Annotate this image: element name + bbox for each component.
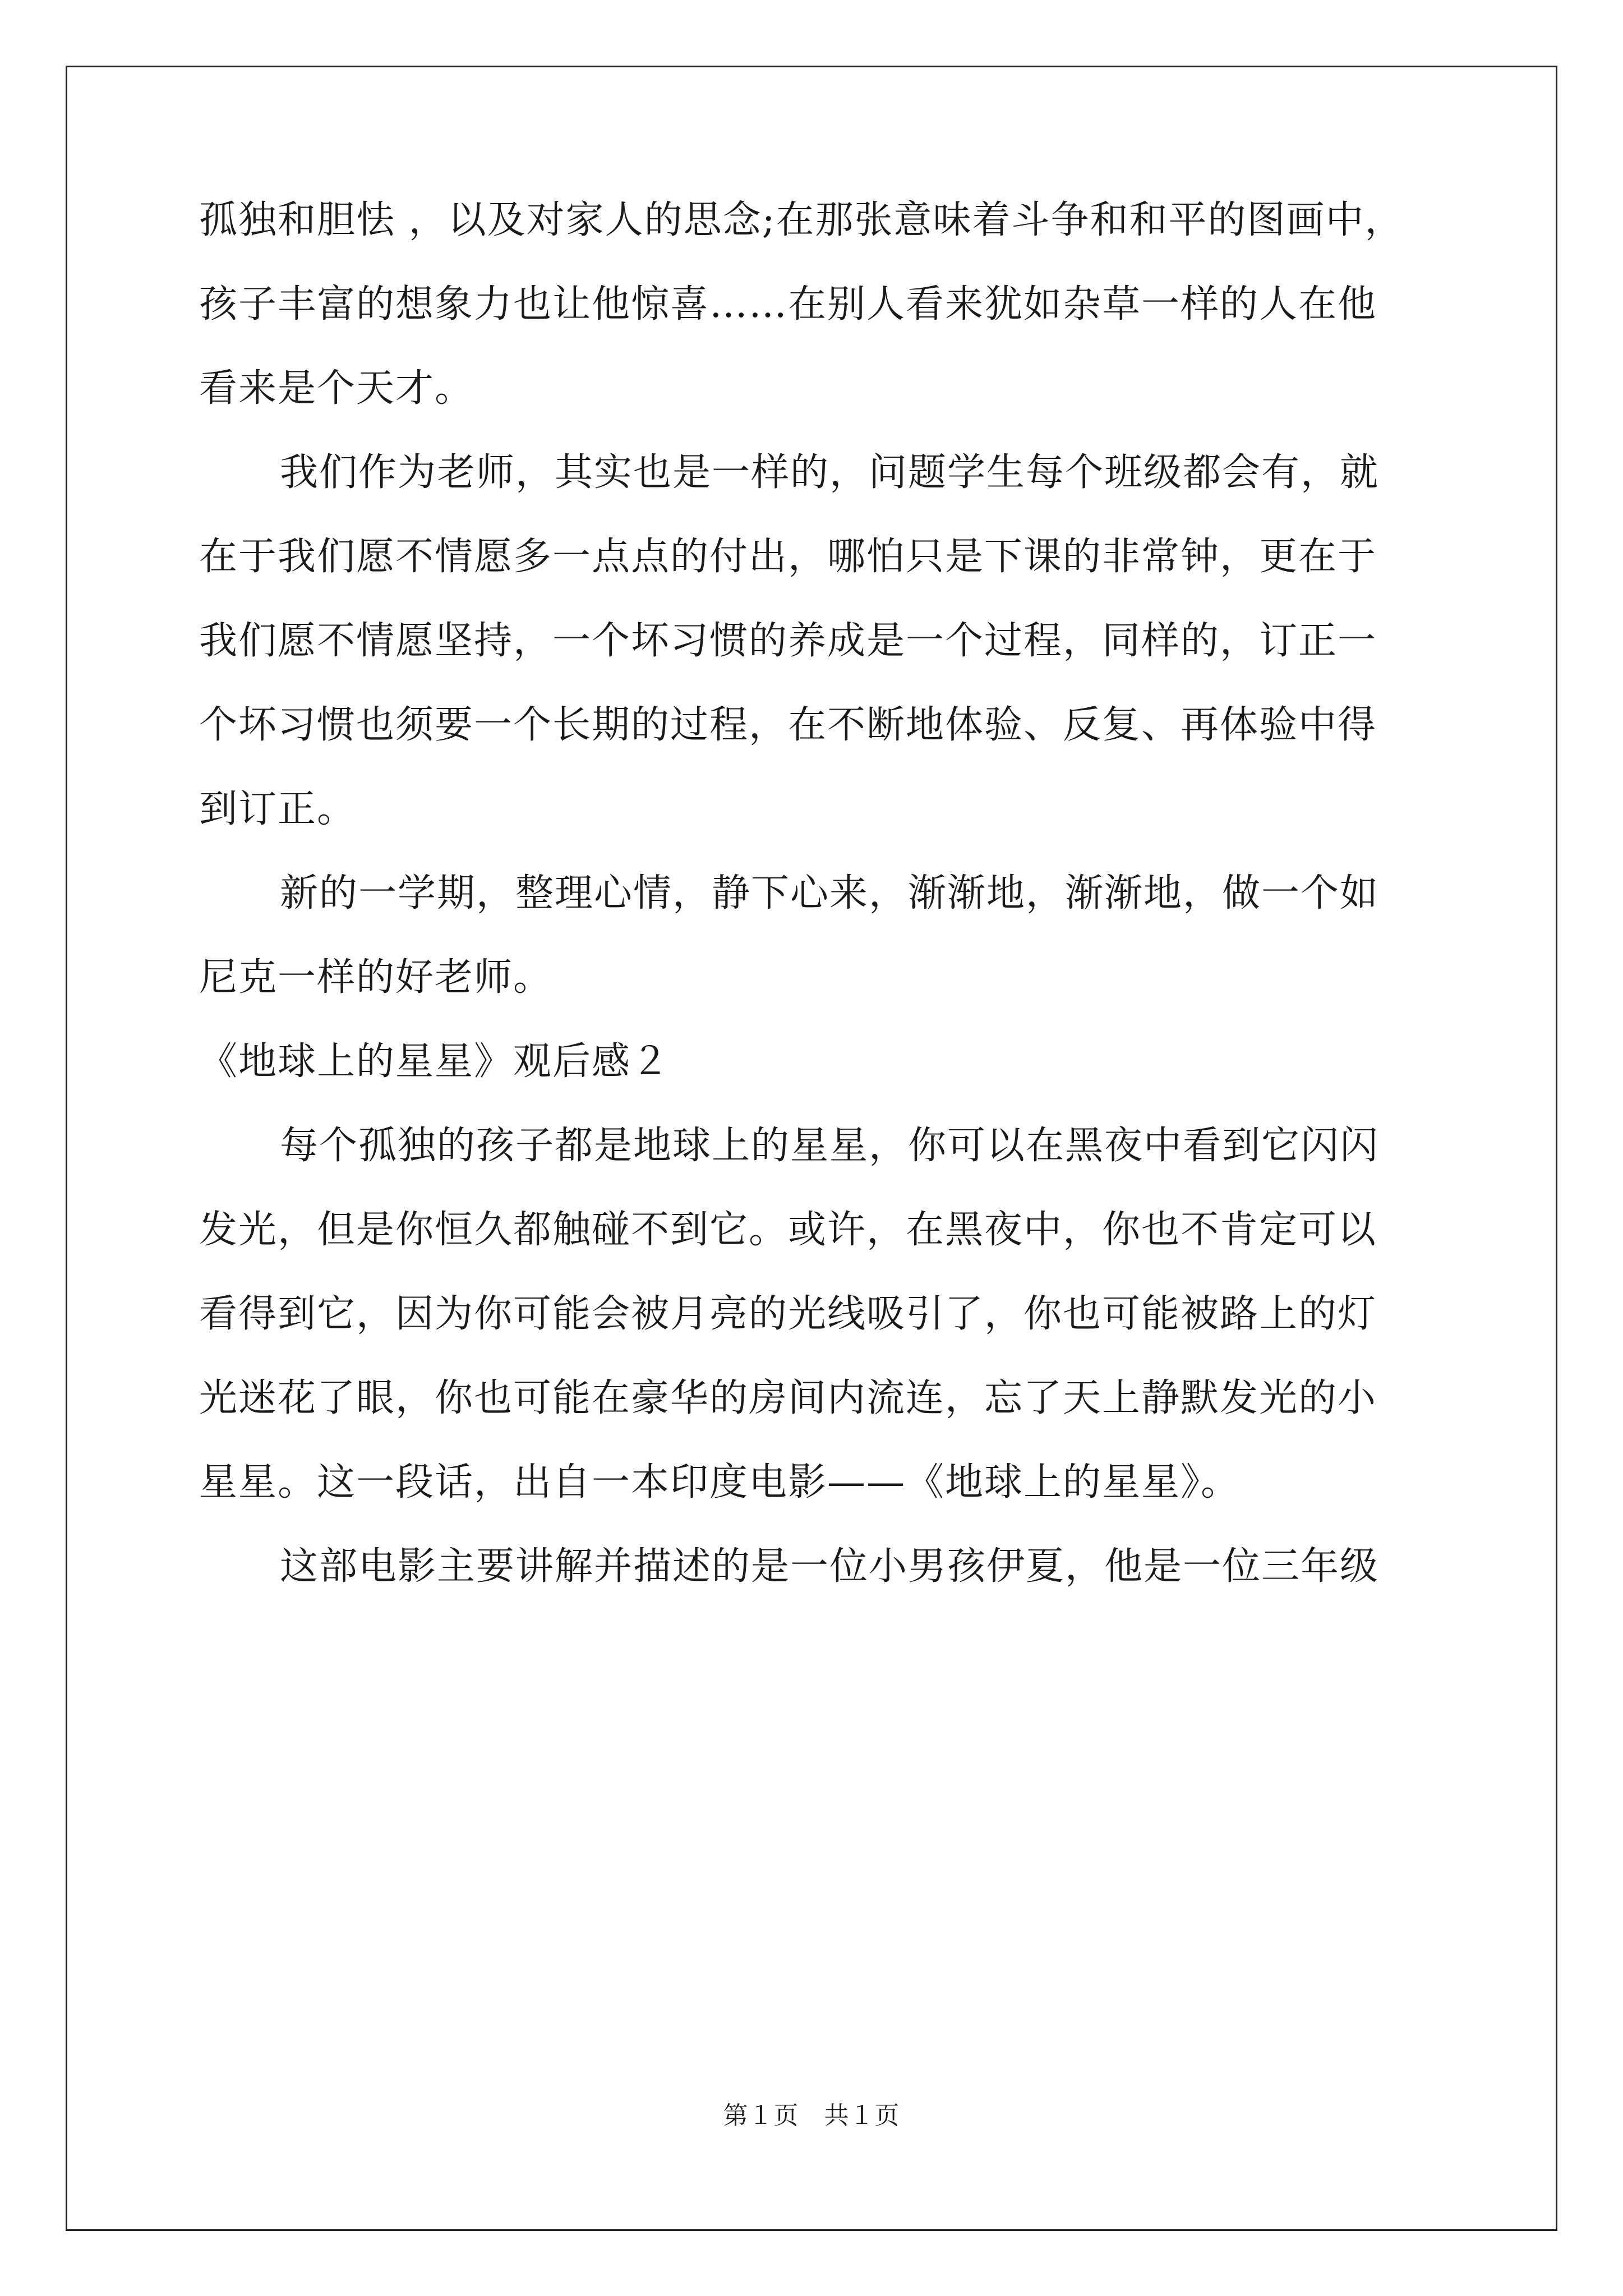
text-line: 在于我们愿不情愿多一点点的付出，哪怕只是下课的非常钟，更在于 xyxy=(199,535,1377,579)
text-line: 发光，但是你恒久都触碰不到它。或许，在黑夜中，你也不肯定可以 xyxy=(199,1208,1377,1252)
text-line: 光迷花了眼，你也可能在豪华的房间内流连，忘了天上静默发光的小 xyxy=(199,1376,1377,1420)
document-body xyxy=(199,178,1433,1609)
text-line: 个坏习惯也须要一个长期的过程，在不断地体验、反复、再体验中得 xyxy=(199,703,1377,747)
paragraph-start-line: 这部电影主要讲解并描述的是一位小男孩伊夏，他是一位三年级 xyxy=(280,1544,1380,1589)
text-line: 星星。这一段话，出自一本印度电影——《地球上的星星》。 xyxy=(199,1460,1241,1504)
text-line: 尼克一样的好老师。 xyxy=(199,955,553,1000)
paragraph-start-line: 我们作为老师，其实也是一样的，问题学生每个班级都会有，就 xyxy=(280,450,1380,495)
text-line: 到订正。 xyxy=(199,787,357,831)
page-footer: 第１页 共１页 xyxy=(723,2101,900,2130)
text-line: 我们愿不情愿坚持，一个坏习惯的养成是一个过程，同样的，订正一 xyxy=(199,619,1377,663)
text-line: 看得到它，因为你可能会被月亮的光线吸引了，你也可能被路上的灯 xyxy=(199,1292,1377,1336)
text-line: 孤独和胆怯 ，以及对家人的思念;在那张意味着斗争和和平的图画中， xyxy=(199,198,1404,242)
text-line: 孩子丰富的想象力也让他惊喜……在别人看来犹如杂草一样的人在他 xyxy=(199,282,1377,326)
paragraph-start-line: 每个孤独的孩子都是地球上的星星，你可以在黑夜中看到它闪闪 xyxy=(280,1124,1380,1168)
paragraph-start-line: 新的一学期，整理心情，静下心来，渐渐地，渐渐地，做一个如 xyxy=(280,871,1380,915)
section-heading: 《地球上的星星》观后感２ xyxy=(199,1039,671,1084)
text-line: 看来是个天才。 xyxy=(199,366,474,411)
